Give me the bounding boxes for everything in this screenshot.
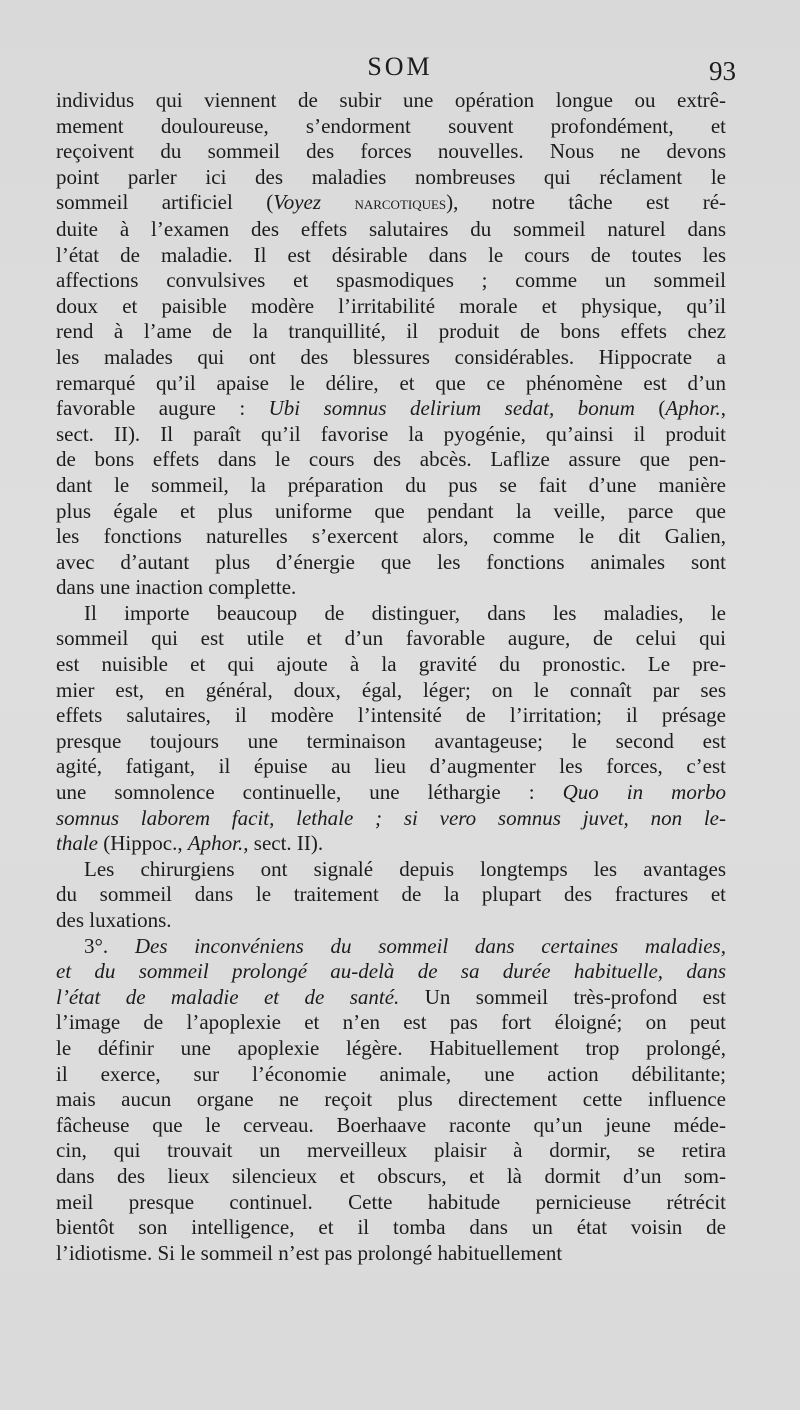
text-line bbox=[56, 447, 726, 473]
text-line bbox=[56, 268, 726, 294]
italic-text: Des inconvéniens du sommeil dans certaines maladies, bbox=[134, 933, 726, 958]
paragraph bbox=[56, 934, 726, 1267]
text-line bbox=[56, 1087, 726, 1113]
text-line bbox=[56, 499, 726, 525]
italic-text: et du sommeil prolongé au-delà de sa durée habituelle, dans bbox=[56, 959, 726, 984]
text-segment: les fonctions naturelles s’exercent alors, comme le dit Galien, bbox=[56, 524, 726, 549]
italic-text: Voyez bbox=[273, 190, 322, 215]
text-line bbox=[56, 371, 726, 397]
text-segment: individus qui viennent de subir une opération longue ou extrê- bbox=[56, 88, 726, 112]
text-segment: dans des lieux silencieux et obscurs, et là dormit d’un som- bbox=[56, 1163, 726, 1188]
text-segment: est nuisible et qui ajoute à la gravité du pronostic. Le pre- bbox=[56, 652, 726, 677]
text-line bbox=[56, 422, 726, 448]
text-line bbox=[56, 934, 726, 960]
text-line bbox=[56, 857, 726, 883]
text-segment: ), notre tâche est ré- bbox=[446, 190, 727, 215]
text-line bbox=[56, 1062, 726, 1088]
page-number: 93 bbox=[709, 56, 736, 86]
text-segment: avec d’autant plus d’énergie que les fonctions animales sont bbox=[56, 549, 726, 574]
text-segment: le définir une apoplexie légère. Habituellement trop prolongé, bbox=[56, 1035, 726, 1060]
text-line bbox=[56, 678, 726, 704]
text-segment: duite à l’examen des effets salutaires du sommeil naturel dans bbox=[56, 216, 726, 241]
text-segment: affections convulsives et spasmodiques ; comme un sommeil bbox=[56, 268, 726, 293]
text-line bbox=[56, 1010, 726, 1036]
text-segment: l’état de maladie. Il est désirable dans le cours de toutes les bbox=[56, 242, 726, 267]
text-segment: , bbox=[720, 396, 726, 421]
text-line bbox=[56, 1215, 726, 1241]
text-segment: il exerce, sur l’économie animale, une action débilitante; bbox=[56, 1061, 726, 1086]
text-line bbox=[56, 729, 726, 755]
text-line bbox=[56, 1113, 726, 1139]
text-segment: (Hippoc., bbox=[98, 831, 188, 856]
text-line bbox=[56, 1190, 726, 1216]
italic-text: Aphor. bbox=[665, 396, 721, 421]
text-line bbox=[56, 626, 726, 652]
text-segment: agité, fatigant, il épuise au lieu d’augmenter les forces, c’est bbox=[56, 754, 726, 779]
italic-text: somnus laborem facit, lethale ; si vero somnus juvet, non le- bbox=[56, 805, 726, 830]
text-line bbox=[56, 165, 726, 191]
text-line bbox=[56, 550, 726, 576]
text-line bbox=[56, 114, 726, 140]
text-line bbox=[56, 243, 726, 269]
text-segment: remarqué qu’il apaise le délire, et que ce phénomène est d’un bbox=[56, 370, 726, 395]
text-segment: sommeil artificiel ( bbox=[56, 190, 274, 215]
paragraph bbox=[56, 88, 726, 601]
text-line bbox=[56, 345, 726, 371]
text-segment: rend à l’ame de la tranquillité, il produit de bons effets chez bbox=[56, 319, 726, 344]
italic-text: Quo in morbo bbox=[562, 780, 726, 805]
text-segment: sommeil qui est utile et d’un favorable augure, de celui qui bbox=[56, 626, 726, 651]
text-segment: fâcheuse que le cerveau. Boerhaave raconte qu’un jeune méde- bbox=[56, 1112, 726, 1137]
body-text bbox=[56, 88, 726, 1266]
text-segment: effets salutaires, il modère l’intensité de l’irritation; il présage bbox=[56, 703, 726, 728]
text-line bbox=[56, 908, 726, 934]
text-segment: favorable augure : bbox=[56, 396, 269, 421]
text-segment: l’idiotisme. Si le sommeil n’est pas prolongé habituellement bbox=[56, 1240, 563, 1265]
text-segment: les malades qui ont des blessures considérables. Hippocrate a bbox=[56, 344, 726, 369]
text-segment: une somnolence continuelle, une léthargie : bbox=[56, 780, 563, 805]
text-line bbox=[56, 396, 726, 422]
paragraph bbox=[56, 601, 726, 857]
text-segment: reçoivent du sommeil des forces nouvelles. Nous ne devons bbox=[56, 139, 726, 164]
text-segment: doux et paisible modère l’irritabilité morale et physique, qu’il bbox=[56, 293, 726, 318]
text-segment: dant le sommeil, la préparation du pus se fait d’une manière bbox=[56, 472, 726, 497]
text-segment: , sect. II). bbox=[243, 831, 324, 856]
text-line bbox=[56, 217, 726, 243]
text-line bbox=[56, 190, 726, 217]
text-line bbox=[56, 959, 726, 985]
text-segment: ( bbox=[634, 396, 666, 421]
text-segment: Un sommeil très-profond est bbox=[399, 984, 726, 1009]
text-segment: bientôt son intelligence, et il tomba dans un état voisin de bbox=[56, 1215, 726, 1240]
text-line bbox=[56, 1138, 726, 1164]
text-line bbox=[56, 882, 726, 908]
text-line bbox=[56, 139, 726, 165]
text-segment: du sommeil dans le traitement de la plupart des fractures et bbox=[56, 882, 726, 907]
text-segment: presque toujours une terminaison avantageuse; le second est bbox=[56, 728, 726, 753]
text-segment: dans une inaction complette. bbox=[56, 575, 297, 600]
text-line bbox=[56, 1241, 726, 1267]
text-segment: cin, qui trouvait un merveilleux plaisir à dormir, se retira bbox=[56, 1138, 726, 1163]
text-segment: mier est, en général, doux, égal, léger; on le connaît par ses bbox=[56, 677, 726, 702]
running-head: SOM bbox=[367, 52, 433, 81]
text-line bbox=[56, 806, 726, 832]
text-line bbox=[56, 754, 726, 780]
text-segment: meil presque continuel. Cette habitude pernicieuse rétrécit bbox=[56, 1189, 726, 1214]
text-segment: sect. II). Il paraît qu’il favorise la pyogénie, qu’ainsi il produit bbox=[56, 421, 726, 446]
italic-text: Aphor. bbox=[187, 831, 244, 856]
paragraph bbox=[56, 857, 726, 934]
text-segment: de bons effets dans le cours des abcès. Laflize assure que pen- bbox=[56, 447, 726, 472]
text-line bbox=[56, 524, 726, 550]
text-line bbox=[56, 1036, 726, 1062]
text-segment: des luxations. bbox=[56, 908, 172, 932]
small-caps-text: narcotiques bbox=[354, 193, 447, 214]
text-segment: mais aucun organe ne reçoit plus directement cette influence bbox=[56, 1087, 726, 1112]
text-line bbox=[56, 88, 726, 114]
text-segment bbox=[321, 190, 354, 214]
text-line bbox=[56, 1164, 726, 1190]
text-segment: plus égale et plus uniforme que pendant la veille, parce que bbox=[56, 498, 726, 523]
text-line bbox=[56, 601, 726, 627]
text-line bbox=[56, 319, 726, 345]
text-segment: Les chirurgiens ont signalé depuis longtemps les avantages bbox=[84, 856, 726, 881]
italic-text: thale bbox=[56, 831, 98, 856]
text-segment: Il importe beaucoup de distinguer, dans les maladies, le bbox=[84, 600, 726, 625]
text-line bbox=[56, 831, 726, 857]
text-line bbox=[56, 294, 726, 320]
text-segment: mement douloureuse, s’endorment souvent profondément, et bbox=[56, 113, 726, 138]
text-line bbox=[56, 780, 726, 806]
page-header bbox=[0, 52, 800, 88]
text-line bbox=[56, 473, 726, 499]
text-segment: l’image de l’apoplexie et n’en est pas fort éloigné; on peut bbox=[56, 1010, 726, 1035]
text-line bbox=[56, 575, 726, 601]
text-segment: 3°. bbox=[84, 933, 135, 958]
italic-text: l’état de maladie et de santé. bbox=[56, 984, 400, 1009]
text-line bbox=[56, 985, 726, 1011]
text-line bbox=[56, 703, 726, 729]
text-line bbox=[56, 652, 726, 678]
italic-text: Ubi somnus delirium sedat, bonum bbox=[268, 396, 635, 421]
text-segment: point parler ici des maladies nombreuses qui réclament le bbox=[56, 164, 726, 189]
